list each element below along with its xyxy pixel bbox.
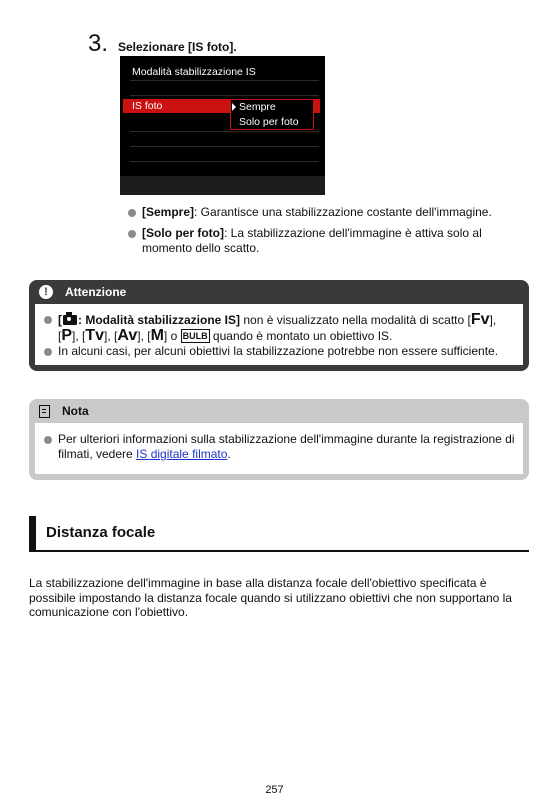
bulb-mode-badge: BULB (182, 331, 208, 341)
menu-divider (130, 161, 319, 162)
option-solo-per-foto[interactable]: Solo per foto (239, 116, 299, 128)
step-heading (88, 30, 237, 58)
warning-header (29, 280, 529, 304)
list-item: [Sempre]: Garantisce una stabilizzazione costante dell'immagine. (128, 205, 528, 220)
camera-menu-footer (120, 176, 325, 195)
menu-divider (130, 146, 319, 147)
note-body (35, 423, 523, 474)
warning-box (29, 280, 529, 371)
body-paragraph: La stabilizzazione dell'immagine in base alla distanza focale dell'obiettivo specificata è possibile impostando la distanza focale quando si utilizzano obiettivi che non supportano la comunicazione con l'obiettivo. (29, 576, 512, 619)
bullet-icon (44, 436, 52, 444)
menu-divider (130, 95, 319, 96)
option-dropdown (230, 99, 314, 130)
bullet-icon (44, 316, 52, 324)
camera-menu-screen (120, 56, 325, 195)
warning-body (35, 304, 523, 365)
menu-item-is-foto[interactable]: IS foto (132, 100, 163, 112)
section-heading (29, 516, 529, 552)
step-title: Selezionare [IS foto]. (118, 40, 237, 54)
page-number: 257 (265, 784, 284, 796)
camera-menu-header: Modalità stabilizzazione IS (132, 66, 256, 78)
selection-arrow-icon (232, 103, 236, 111)
section-title: Distanza focale (46, 524, 156, 541)
warning-title: Attenzione (65, 285, 127, 299)
camera-icon (63, 315, 77, 325)
note-title: Nota (62, 404, 89, 418)
bullet-icon (44, 348, 52, 356)
list-item: [Solo per foto]: La stabilizzazione dell'immagine è attiva solo al momento dello scatto. (128, 226, 528, 256)
link-is-digitale-filmato[interactable]: IS digitale filmato (136, 447, 228, 461)
list-item: [ : Modalità stabilizzazione IS] non è visualizzato nella modalità di scatto [Fv], [P], [Tv], [Av], [M] o BULB quando è montato un obiettivo IS. (39, 312, 515, 344)
step-number: 3. (88, 30, 109, 57)
bullet-icon (128, 209, 136, 217)
list-item: Per ulteriori informazioni sulla stabilizzazione dell'immagine durante la registrazione di filmati, vedere IS digitale filmato. (39, 432, 515, 462)
exclamation-icon: ! (39, 285, 53, 299)
note-header (29, 399, 529, 423)
option-description-list (128, 205, 528, 262)
note-icon (39, 405, 50, 418)
bullet-icon (128, 230, 136, 238)
menu-divider (130, 131, 319, 132)
option-sempre[interactable]: Sempre (231, 100, 313, 114)
menu-divider (130, 80, 319, 81)
list-item: In alcuni casi, per alcuni obiettivi la stabilizzazione potrebbe non essere sufficiente. (39, 344, 515, 359)
note-box (29, 399, 529, 480)
